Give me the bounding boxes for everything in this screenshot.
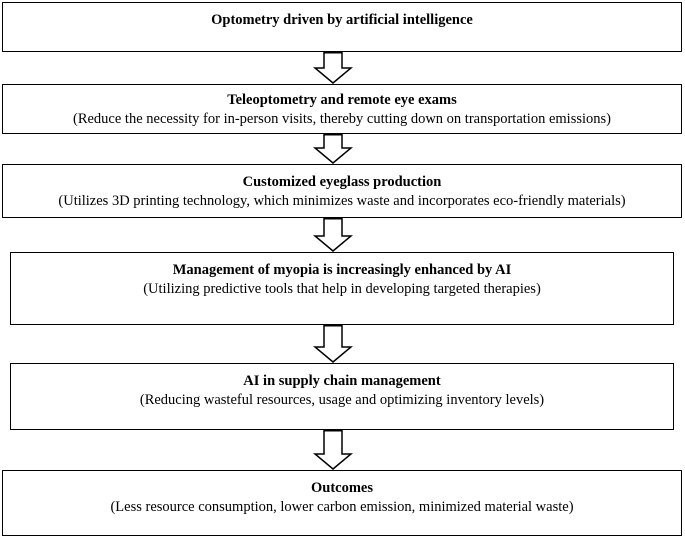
step-title: Optometry driven by artificial intelligence (211, 12, 473, 28)
down-arrow-icon (313, 430, 353, 470)
step-title: Outcomes (310, 480, 373, 496)
step-subtitle: (Utilizes 3D printing technology, which minimizes waste and incorporates eco-friendly materials) (58, 193, 626, 209)
flow-step-6 (2, 470, 682, 536)
step-subtitle: (Reducing wasteful resources, usage and optimizing inventory levels) (139, 392, 545, 408)
flow-step-1 (2, 2, 682, 52)
down-arrow-icon (313, 52, 353, 84)
step-title: Management of myopia is increasingly enhanced by AI (172, 262, 512, 278)
flow-step-5 (10, 363, 674, 430)
flow-step-3 (2, 164, 682, 218)
step-title: Customized eyeglass production (242, 174, 442, 190)
step-subtitle: (Less resource consumption, lower carbon emission, minimized material waste) (110, 499, 574, 515)
step-title: Teleoptometry and remote eye exams (227, 92, 457, 108)
flow-step-2 (2, 84, 682, 134)
step-title: AI in supply chain management (243, 373, 441, 389)
step-subtitle: (Utilizing predictive tools that help in developing targeted therapies) (143, 281, 541, 297)
flow-step-4 (10, 252, 674, 325)
down-arrow-icon (313, 134, 353, 164)
down-arrow-icon (313, 325, 353, 363)
step-subtitle: (Reduce the necessity for in-person visits, thereby cutting down on transportation emissions) (72, 111, 611, 127)
down-arrow-icon (313, 218, 353, 252)
